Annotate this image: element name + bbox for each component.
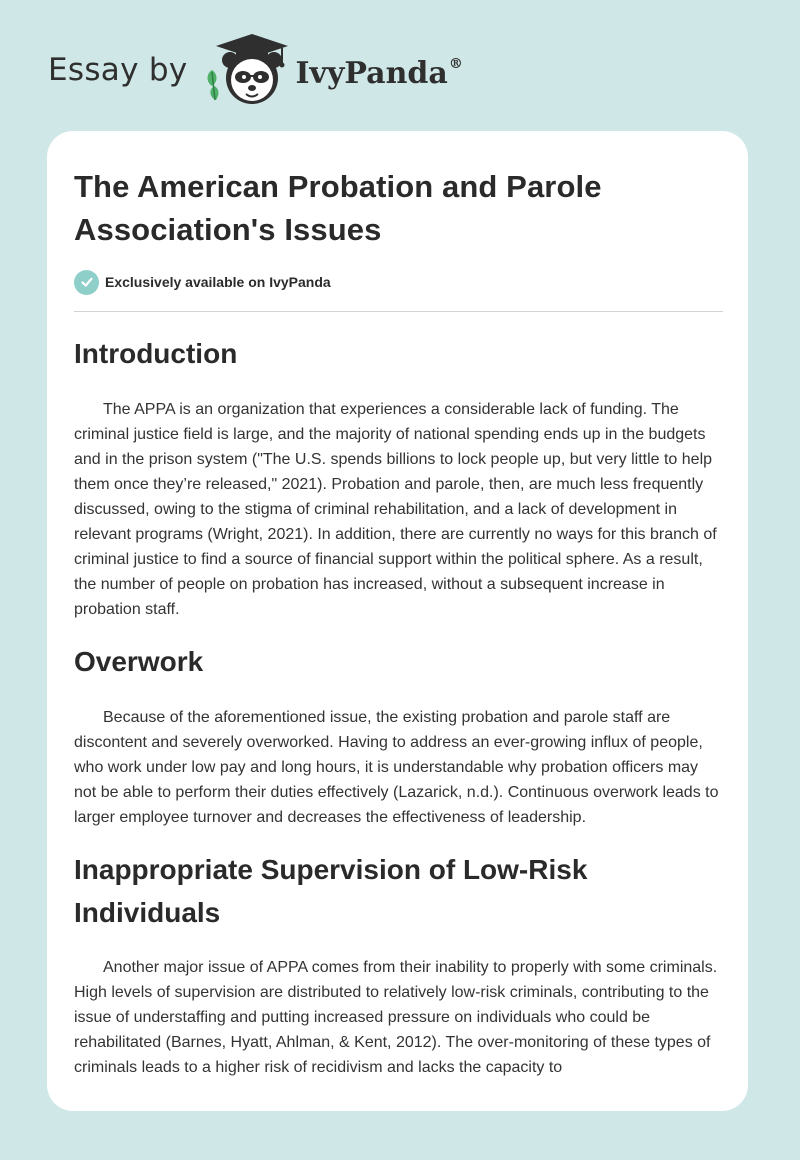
essay-content — [74, 165, 723, 1080]
ivypanda-logo-icon[interactable] — [202, 30, 290, 110]
section-paragraph: Because of the aforementioned issue, the existing probation and parole staff are discontent and severely overworked. Having to address an ever-growing influx of people, who work under low pay and long hours, it is understandable why probation officers may not be able to perform their duties effectively (Lazarick, n.d.). Continuous overwork leads to larger employee turnover and decreases the effectiveness of leadership. — [74, 709, 719, 826]
brand-name[interactable] — [296, 56, 463, 91]
exclusive-badge — [74, 269, 723, 295]
section-paragraph: The APPA is an organization that experiences a considerable lack of funding. The criminal justice field is large, and the majority of national spending ends up in the budgets and in the prison system ("The U.S. spends billions to lock people up, but very little to help them once they’re released," 2021). Probation and parole, then, are much less frequently discussed, owing to the stigma of criminal rehabilitation, and a lack of development in relevant programs (Wright, 2021). In addition, there are currently no ways for this branch of criminal justice to find a source of financial support within the political sphere. As a result, the number of people on probation has increased, without a subsequent increase in probation staff. — [74, 401, 717, 618]
divider — [74, 311, 723, 312]
registered-mark: ® — [448, 55, 463, 72]
section-inappropriate-supervision — [74, 848, 723, 1080]
essay-card — [47, 131, 748, 1111]
section-heading: Overwork — [74, 646, 204, 677]
section-heading: Inappropriate Supervision of Low-Risk Individuals — [74, 854, 588, 928]
section-paragraph: Another major issue of APPA comes from their inability to properly with some criminals. High levels of supervision are distributed to relatively low-risk criminals, contributing to the issue of understaffing and putting increased pressure on individuals who could be rehabilitated (Barnes, Hyatt, Ahlman, & Kent, 2012). The over-monitoring of these types of criminals leads to a higher risk of recidivism and lacks the capacity to — [74, 959, 718, 1076]
essay-by-label: Essay by — [48, 52, 188, 88]
section-heading: Introduction — [74, 338, 238, 369]
exclusive-label: Exclusively available on IvyPanda — [105, 274, 331, 290]
essay-title: The American Probation and Parole Association's Issues — [74, 169, 602, 247]
brand-name-text: IvyPanda — [295, 55, 448, 91]
site-header — [48, 30, 463, 110]
section-overwork — [74, 642, 723, 830]
check-icon — [74, 270, 99, 295]
section-introduction — [74, 334, 723, 622]
